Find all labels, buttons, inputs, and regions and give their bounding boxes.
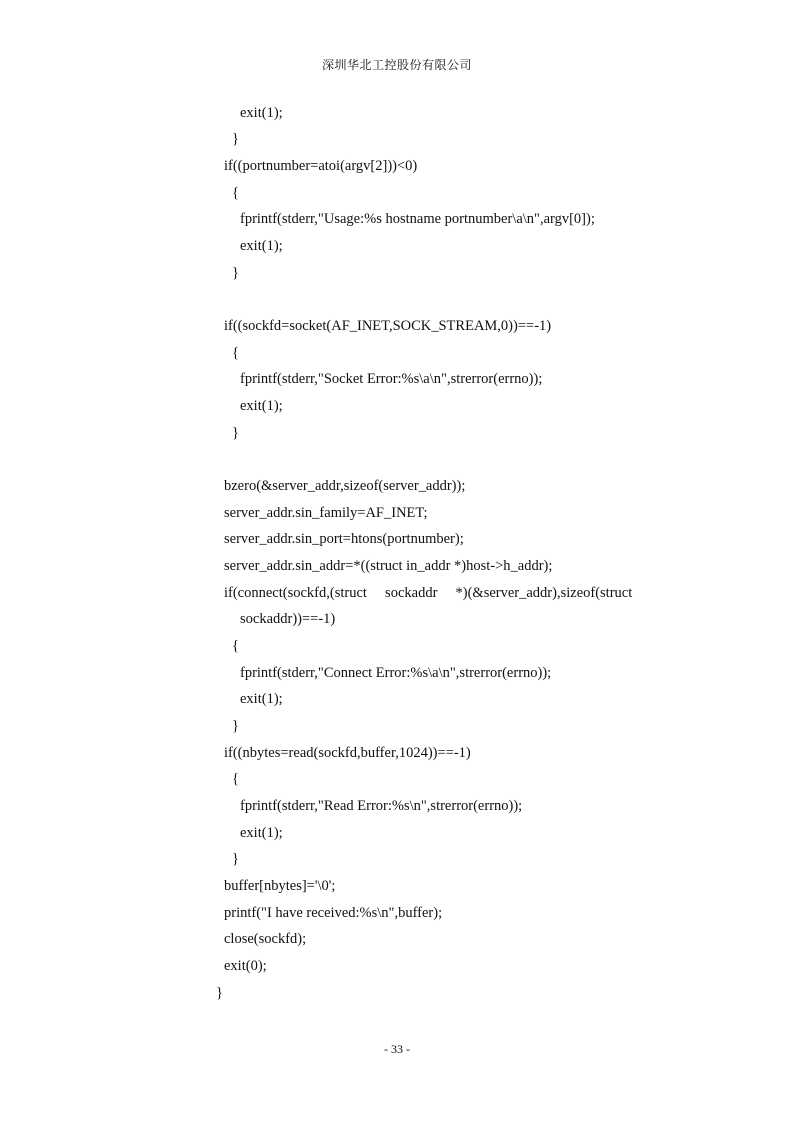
code-line: fprintf(stderr,"Read Error:%s\n",strerror(errno));	[240, 798, 523, 814]
code-line: fprintf(stderr,"Socket Error:%s\a\n",strerror(errno));	[240, 371, 543, 387]
code-line: exit(0);	[224, 958, 267, 974]
code-line: }	[216, 985, 223, 1001]
code-line: sockaddr))==-1)	[240, 611, 336, 627]
code-line: server_addr.sin_family=AF_INET;	[224, 505, 428, 521]
code-line: printf("I have received:%s\n",buffer);	[224, 905, 443, 921]
code-line: {	[232, 771, 239, 787]
code-line: exit(1);	[240, 825, 283, 841]
code-line: exit(1);	[240, 238, 283, 254]
code-line: exit(1);	[240, 398, 283, 414]
page-number: - 33 -	[384, 1042, 410, 1056]
code-line: if((nbytes=read(sockfd,buffer,1024))==-1)	[224, 745, 471, 761]
code-line: fprintf(stderr,"Connect Error:%s\a\n",strerror(errno));	[240, 665, 552, 681]
code-line: bzero(&server_addr,sizeof(server_addr));	[224, 478, 466, 494]
code-line: }	[232, 718, 239, 734]
code-line: fprintf(stderr,"Usage:%s hostname portnumber\a\n",argv[0]);	[240, 211, 595, 227]
code-line: exit(1);	[240, 105, 283, 121]
code-line: buffer[nbytes]='\0';	[224, 878, 336, 894]
code-line: {	[232, 638, 239, 654]
code-line: server_addr.sin_addr=*((struct in_addr *)host->h_addr);	[224, 558, 553, 574]
page-header-company: 深圳华北工控股份有限公司	[321, 58, 472, 72]
code-line: }	[232, 131, 239, 147]
code-line: close(sockfd);	[224, 931, 307, 947]
code-line: {	[232, 185, 239, 201]
code-line: if(connect(sockfd,(struct sockaddr *)(&server_addr),sizeof(struct	[224, 585, 633, 601]
code-line: if((sockfd=socket(AF_INET,SOCK_STREAM,0))==-1)	[224, 318, 552, 334]
code-line: }	[232, 851, 239, 867]
code-line: }	[232, 265, 239, 281]
code-line: }	[232, 425, 239, 441]
code-line: {	[232, 345, 239, 361]
code-line: server_addr.sin_port=htons(portnumber);	[224, 531, 464, 547]
code-line: if((portnumber=atoi(argv[2]))<0)	[224, 158, 418, 174]
code-line: exit(1);	[240, 691, 283, 707]
